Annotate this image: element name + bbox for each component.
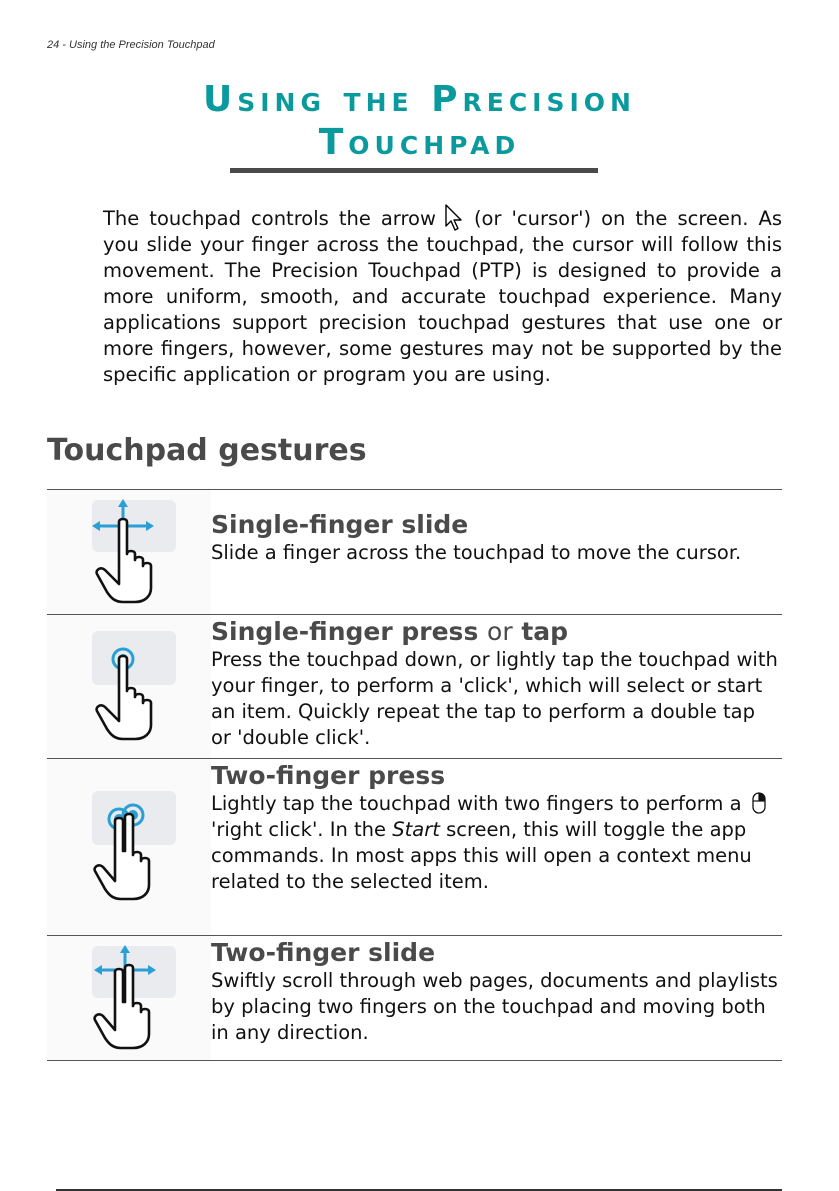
gesture-desc-part-c: screen, this will toggle the app commands. In most apps this will open a context menu related to the selected item. bbox=[211, 818, 752, 893]
chapter-title bbox=[0, 78, 839, 164]
gesture-text-cell bbox=[211, 936, 782, 1060]
gesture-image-cell bbox=[47, 490, 211, 614]
gesture-text-cell bbox=[211, 615, 782, 758]
gesture-description: Swiftly scroll through web pages, documents and playlists by placing two fingers on the touchpad and moving both in any direction. bbox=[211, 969, 778, 1044]
gesture-row-two-finger-press bbox=[47, 759, 782, 936]
chapter-title-line1: Using the Precision bbox=[203, 79, 636, 120]
gesture-title: Two-finger press bbox=[211, 761, 446, 790]
gesture-text-cell bbox=[211, 490, 782, 614]
gesture-title bbox=[211, 617, 778, 647]
intro-text-part1: The touchpad controls the arrow bbox=[103, 207, 436, 230]
gesture-row-two-finger-slide bbox=[47, 936, 782, 1061]
gesture-table bbox=[47, 489, 782, 1061]
gesture-description: Slide a finger across the touchpad to move the cursor. bbox=[211, 541, 742, 564]
running-header: 24 - Using the Precision Touchpad bbox=[47, 39, 215, 51]
gesture-title-press: Single-finger press bbox=[211, 617, 479, 646]
gesture-title-tap: tap bbox=[521, 617, 569, 646]
gesture-title-or: or bbox=[487, 617, 513, 646]
gesture-text-cell bbox=[211, 759, 782, 935]
arrow-cursor-icon bbox=[444, 204, 466, 232]
single-finger-tap-icon bbox=[79, 629, 179, 745]
intro-paragraph bbox=[103, 204, 782, 388]
gesture-description bbox=[211, 791, 778, 895]
two-finger-slide-icon bbox=[79, 942, 179, 1054]
gesture-row-single-tap bbox=[47, 615, 782, 759]
gesture-title: Two-finger slide bbox=[211, 938, 436, 967]
gesture-desc-part-b: 'right click'. In the bbox=[211, 818, 387, 841]
intro-text-part2: (or 'cursor') on the screen. As you slide your finger across the touchpad, the cursor will follow this movement. The Precision Touchpad (PTP) is designed to provide a more uniform, smooth, and accurate touchpad experience. Many applications support precision touchpad gestures that use one or more fingers, however, some gestures may not be supported by the specific application or program you are using. bbox=[103, 207, 782, 386]
two-finger-press-icon bbox=[79, 789, 179, 905]
section-heading: Touchpad gestures bbox=[47, 433, 367, 468]
gesture-image-cell bbox=[47, 615, 211, 758]
title-rule bbox=[230, 168, 598, 173]
gesture-image-cell bbox=[47, 759, 211, 935]
gesture-image-cell bbox=[47, 936, 211, 1060]
gesture-desc-start: Start bbox=[392, 818, 440, 841]
gesture-title: Single-finger slide bbox=[211, 510, 469, 539]
mouse-right-click-icon bbox=[752, 792, 766, 814]
gesture-desc-part-a: Lightly tap the touchpad with two fingers to perform a bbox=[211, 792, 742, 815]
gesture-description: Press the touchpad down, or lightly tap the touchpad with your finger, to perform a 'click', which will select or start an item. Quickly repeat the tap to perform a double tap or 'double click'. bbox=[211, 648, 778, 749]
footer-rule bbox=[56, 1189, 782, 1191]
gesture-row-single-slide bbox=[47, 490, 782, 615]
chapter-title-line2: Touchpad bbox=[318, 122, 521, 163]
single-finger-slide-icon bbox=[79, 496, 179, 608]
